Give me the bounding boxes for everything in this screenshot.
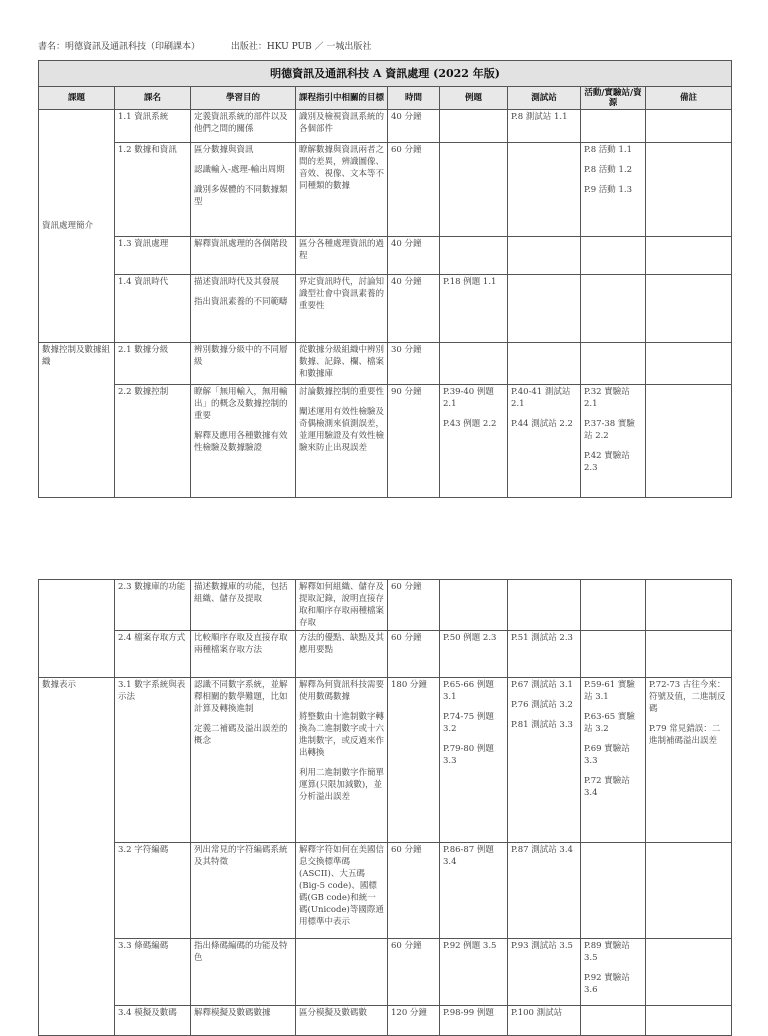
learning-aims-item: 認識不同數字系統，並解釋相關的數學難題，比如計算及轉換進制 xyxy=(194,680,288,714)
example-refs-cell xyxy=(440,678,508,843)
curriculum-guide-cell xyxy=(296,343,388,385)
lesson-cell: 3.3 條碼編碼 xyxy=(115,939,191,1006)
remarks-cell xyxy=(646,385,732,498)
test-refs-item: P.76 測試站 3.2 xyxy=(511,700,573,710)
learning-aims-item: 瞭解「無用輸入，無用輸出」的概念及數據控制的重要 xyxy=(194,387,288,421)
table-row xyxy=(39,343,732,385)
lesson-cell: 3.2 字符編碼 xyxy=(115,843,191,939)
activity-refs-cell xyxy=(581,631,646,678)
curriculum-guide-cell xyxy=(296,1006,388,1036)
remarks-cell xyxy=(646,939,732,1006)
curriculum-guide-cell xyxy=(296,843,388,939)
test-refs-cell xyxy=(508,343,581,385)
learning-aims-item: 識別多媒體的不同數據類型 xyxy=(194,185,288,207)
curriculum-guide-item: 界定資訊時代，討論知識型社會中資訊素養的重要性 xyxy=(299,277,385,311)
curriculum-guide-item: 區分模擬及數碼數 xyxy=(299,1008,368,1018)
col-header-time: 時間 xyxy=(388,87,440,110)
remarks-cell xyxy=(646,275,732,343)
activity-refs-cell xyxy=(581,385,646,498)
learning-aims-cell xyxy=(191,343,296,385)
col-header-activities: 活動/實驗站/資源 xyxy=(581,87,646,110)
activity-refs-cell xyxy=(581,678,646,843)
remarks-item: P.79 常見錯誤：二進制補碼溢出誤差 xyxy=(649,724,721,746)
example-refs-cell xyxy=(440,237,508,275)
table-title: 明德資訊及通訊科技 A 資訊處理 (2022 年版) xyxy=(39,61,732,87)
table-row xyxy=(39,1006,732,1036)
book-title: 書名：明德資訊及通訊科技（印刷課本） xyxy=(38,42,201,52)
activity-refs-cell xyxy=(581,843,646,939)
table-row xyxy=(39,678,732,843)
remarks-cell xyxy=(646,343,732,385)
col-header-guide: 課程指引中相關的目標 xyxy=(296,87,388,110)
learning-aims-item: 描述資訊時代及其發展 xyxy=(194,277,280,287)
learning-aims-item: 比較順序存取及直接存取兩種檔案存取方法 xyxy=(194,633,288,655)
curriculum-guide-item: 區分各種處理資訊的過程 xyxy=(299,239,385,261)
lesson-cell: 1.2 數據和資訊 xyxy=(115,143,191,237)
curriculum-guide-item: 識別及檢視資訊系統的各個部件 xyxy=(299,112,385,134)
activity-refs-cell xyxy=(581,343,646,385)
col-header-aims: 學習目的 xyxy=(191,87,296,110)
example-refs-cell xyxy=(440,843,508,939)
time-cell: 60 分鐘 xyxy=(388,631,440,678)
curriculum-guide-cell xyxy=(296,939,388,1006)
learning-aims-item: 指出條碼編碼的功能及特色 xyxy=(194,941,288,963)
curriculum-guide-item: 解釋字符如何在美國信息交換標準碼(ASCII)、大五碼(Big-5 code)、國標碼(GB code)和統一碼(Unicode)等國際通用標準中表示 xyxy=(299,845,385,927)
activity-refs-item: P.42 實驗站 2.3 xyxy=(584,451,630,473)
test-refs-item: P.93 測試站 3.5 xyxy=(511,941,573,951)
learning-aims-cell xyxy=(191,1006,296,1036)
test-refs-item: P.40-41 測試站 2.1 xyxy=(511,387,571,409)
example-refs-cell xyxy=(440,385,508,498)
lesson-cell: 2.3 數據庫的功能 xyxy=(115,580,191,631)
activity-refs-cell xyxy=(581,143,646,237)
curriculum-guide-cell xyxy=(296,580,388,631)
curriculum-guide-item: 討論數據控制的重要性 xyxy=(299,387,385,397)
topic-cell: 數據控制及數據組織 xyxy=(39,343,115,498)
example-refs-item: P.39-40 例題 2.1 xyxy=(443,387,494,409)
test-refs-item: P.87 測試站 3.4 xyxy=(511,845,573,855)
learning-aims-item: 描述數據庫的功能，包括組織、儲存及提取 xyxy=(194,582,288,604)
curriculum-guide-cell xyxy=(296,110,388,143)
table-row xyxy=(39,631,732,678)
time-cell: 60 分鐘 xyxy=(388,580,440,631)
col-header-remarks: 備註 xyxy=(646,87,732,110)
test-refs-cell xyxy=(508,143,581,237)
table-row xyxy=(39,275,732,343)
learning-aims-cell xyxy=(191,678,296,843)
learning-aims-cell xyxy=(191,843,296,939)
table-row xyxy=(39,939,732,1006)
example-refs-item: P.74-75 例題 3.2 xyxy=(443,712,494,734)
remarks-cell xyxy=(646,1006,732,1036)
lesson-cell: 2.1 數據分級 xyxy=(115,343,191,385)
example-refs-cell xyxy=(440,143,508,237)
curriculum-guide-item: 解釋如何組織、儲存及提取記錄，說明直接存取和順序存取兩種檔案存取 xyxy=(299,582,385,628)
activity-refs-cell xyxy=(581,110,646,143)
learning-aims-item: 認識輸入-處理-輸出周期 xyxy=(194,165,285,175)
time-cell: 30 分鐘 xyxy=(388,343,440,385)
example-refs-item: P.65-66 例題 3.1 xyxy=(443,680,494,702)
col-header-topic: 課題 xyxy=(39,87,115,110)
test-refs-item: P.67 測試站 3.1 xyxy=(511,680,573,690)
lesson-cell: 3.1 數字系統與表示法 xyxy=(115,678,191,843)
remarks-cell xyxy=(646,580,732,631)
topic-cell xyxy=(39,580,115,678)
activity-refs-item: P.9 活動 1.3 xyxy=(584,185,633,195)
curriculum-guide-cell xyxy=(296,631,388,678)
activity-refs-item: P.59-61 實驗站 3.1 xyxy=(584,680,635,702)
table-row xyxy=(39,237,732,275)
lesson-cell: 1.1 資訊系統 xyxy=(115,110,191,143)
remarks-cell xyxy=(646,237,732,275)
time-cell: 180 分鐘 xyxy=(388,678,440,843)
activity-refs-cell xyxy=(581,237,646,275)
activity-refs-item: P.69 實驗站 3.3 xyxy=(584,744,630,766)
learning-aims-cell xyxy=(191,237,296,275)
col-header-lesson: 課名 xyxy=(115,87,191,110)
publisher: 出版社：HKU PUB ／ 一城出版社 xyxy=(230,42,372,52)
learning-aims-item: 解釋及應用各種數據有效性檢驗及數據驗證 xyxy=(194,431,288,453)
example-refs-cell xyxy=(440,343,508,385)
test-refs-cell xyxy=(508,110,581,143)
activity-refs-cell xyxy=(581,275,646,343)
learning-aims-item: 列出常見的字符編碼系統及其特徵 xyxy=(194,845,288,867)
col-header-tests: 測試站 xyxy=(508,87,581,110)
example-refs-cell xyxy=(440,110,508,143)
column-header-row xyxy=(39,87,732,110)
document-header xyxy=(38,39,371,52)
remarks-cell xyxy=(646,110,732,143)
remarks-cell xyxy=(646,143,732,237)
test-refs-cell xyxy=(508,939,581,1006)
example-refs-item: P.43 例題 2.2 xyxy=(443,419,497,429)
learning-aims-item: 指出資訊素養的不同範疇 xyxy=(194,297,288,307)
example-refs-item: P.18 例題 1.1 xyxy=(443,277,497,287)
curriculum-guide-item: 方法的優點、缺點及其應用要點 xyxy=(299,633,385,655)
curriculum-guide-item: 從數據分級組織中辨別數據、記錄、欄、檔案和數據庫 xyxy=(299,345,385,379)
time-cell: 40 分鐘 xyxy=(388,237,440,275)
activity-refs-cell xyxy=(581,1006,646,1036)
test-refs-cell xyxy=(508,843,581,939)
test-refs-cell xyxy=(508,237,581,275)
learning-aims-cell xyxy=(191,939,296,1006)
activity-refs-item: P.92 實驗站 3.6 xyxy=(584,973,630,995)
example-refs-item: P.92 例題 3.5 xyxy=(443,941,497,951)
time-cell: 40 分鐘 xyxy=(388,110,440,143)
curriculum-guide-cell xyxy=(296,237,388,275)
test-refs-item: P.51 測試站 2.3 xyxy=(511,633,573,643)
syllabus-table-2 xyxy=(38,579,732,1036)
curriculum-guide-item: 闡述運用有效性檢驗及奇偶檢測來偵測誤差，並運用驗證及有效性檢驗來防止出現誤差 xyxy=(299,407,385,453)
time-cell: 60 分鐘 xyxy=(388,843,440,939)
learning-aims-item: 定義二補碼及溢出誤差的概念 xyxy=(194,724,288,746)
time-cell: 60 分鐘 xyxy=(388,939,440,1006)
activity-refs-item: P.72 實驗站 3.4 xyxy=(584,776,630,798)
activity-refs-item: P.32 實驗站 2.1 xyxy=(584,387,630,409)
curriculum-guide-cell xyxy=(296,275,388,343)
learning-aims-item: 區分數據與資訊 xyxy=(194,145,254,155)
lesson-cell: 1.3 資訊處理 xyxy=(115,237,191,275)
learning-aims-cell xyxy=(191,580,296,631)
lesson-cell: 2.4 檔案存取方式 xyxy=(115,631,191,678)
col-header-examples: 例題 xyxy=(440,87,508,110)
learning-aims-cell xyxy=(191,385,296,498)
curriculum-guide-cell xyxy=(296,143,388,237)
learning-aims-cell xyxy=(191,143,296,237)
activity-refs-item: P.8 活動 1.1 xyxy=(584,145,633,155)
syllabus-table-1 xyxy=(38,60,732,498)
learning-aims-cell xyxy=(191,110,296,143)
time-cell: 90 分鐘 xyxy=(388,385,440,498)
test-refs-item: P.100 測試站 xyxy=(511,1008,563,1018)
example-refs-item: P.50 例題 2.3 xyxy=(443,633,497,643)
learning-aims-item: 解釋模擬及數碼數據 xyxy=(194,1008,271,1018)
lesson-cell: 2.2 數據控制 xyxy=(115,385,191,498)
curriculum-guide-cell xyxy=(296,385,388,498)
curriculum-guide-cell xyxy=(296,678,388,843)
learning-aims-cell xyxy=(191,275,296,343)
time-cell: 120 分鐘 xyxy=(388,1006,440,1036)
topic-cell: 數據表示 xyxy=(39,678,115,1036)
example-refs-cell xyxy=(440,580,508,631)
curriculum-guide-item: 利用二進制數字作簡單運算(只限加減數)，並分析溢出誤差 xyxy=(299,768,385,802)
example-refs-cell xyxy=(440,939,508,1006)
remarks-item: P.72-73 古往今來：符號及值，二進制反碼 xyxy=(649,680,726,714)
time-cell: 60 分鐘 xyxy=(388,143,440,237)
learning-aims-item: 辨別數據分級中的不同層級 xyxy=(194,345,288,367)
curriculum-guide-item: 解釋為何資訊科技需要使用數碼數據 xyxy=(299,680,385,702)
test-refs-cell xyxy=(508,385,581,498)
test-refs-item: P.8 測試站 1.1 xyxy=(511,112,568,122)
activity-refs-item: P.8 活動 1.2 xyxy=(584,165,633,175)
test-refs-item: P.44 測試站 2.2 xyxy=(511,419,573,429)
activity-refs-item: P.63-65 實驗站 3.2 xyxy=(584,712,635,734)
example-refs-item: P.79-80 例題 3.3 xyxy=(443,744,494,766)
lesson-cell: 3.4 模擬及數碼 xyxy=(115,1006,191,1036)
example-refs-cell xyxy=(440,631,508,678)
activity-refs-item: P.89 實驗站 3.5 xyxy=(584,941,630,963)
table-row xyxy=(39,143,732,237)
curriculum-guide-item: 將整數由十進制數字轉換為二進制數字或十六進制數字，或反過來作出轉換 xyxy=(299,712,385,758)
test-refs-cell xyxy=(508,1006,581,1036)
example-refs-cell xyxy=(440,275,508,343)
lesson-cell: 1.4 資訊時代 xyxy=(115,275,191,343)
curriculum-guide-item: 瞭解數據與資訊兩者之間的差異，辨識圖像、音效、視像、文本等不同種類的數據 xyxy=(299,145,385,191)
test-refs-cell xyxy=(508,580,581,631)
test-refs-cell xyxy=(508,631,581,678)
learning-aims-item: 解釋資訊處理的各個階段 xyxy=(194,239,288,249)
learning-aims-item: 定義資訊系統的部件以及他們之間的關係 xyxy=(194,112,288,134)
table-row xyxy=(39,580,732,631)
test-refs-cell xyxy=(508,275,581,343)
topic-cell: 資訊處理簡介 xyxy=(39,110,115,343)
remarks-cell xyxy=(646,678,732,843)
activity-refs-item: P.37-38 實驗站 2.2 xyxy=(584,419,635,441)
activity-refs-cell xyxy=(581,580,646,631)
time-cell: 40 分鐘 xyxy=(388,275,440,343)
test-refs-item: P.81 測試站 3.3 xyxy=(511,720,573,730)
remarks-cell xyxy=(646,631,732,678)
table-row xyxy=(39,110,732,143)
test-refs-cell xyxy=(508,678,581,843)
activity-refs-cell xyxy=(581,939,646,1006)
table-row xyxy=(39,843,732,939)
example-refs-item: P.86-87 例題 3.4 xyxy=(443,845,494,867)
learning-aims-cell xyxy=(191,631,296,678)
example-refs-cell xyxy=(440,1006,508,1036)
table-row xyxy=(39,385,732,498)
example-refs-item: P.98-99 例題 xyxy=(443,1008,494,1018)
remarks-cell xyxy=(646,843,732,939)
